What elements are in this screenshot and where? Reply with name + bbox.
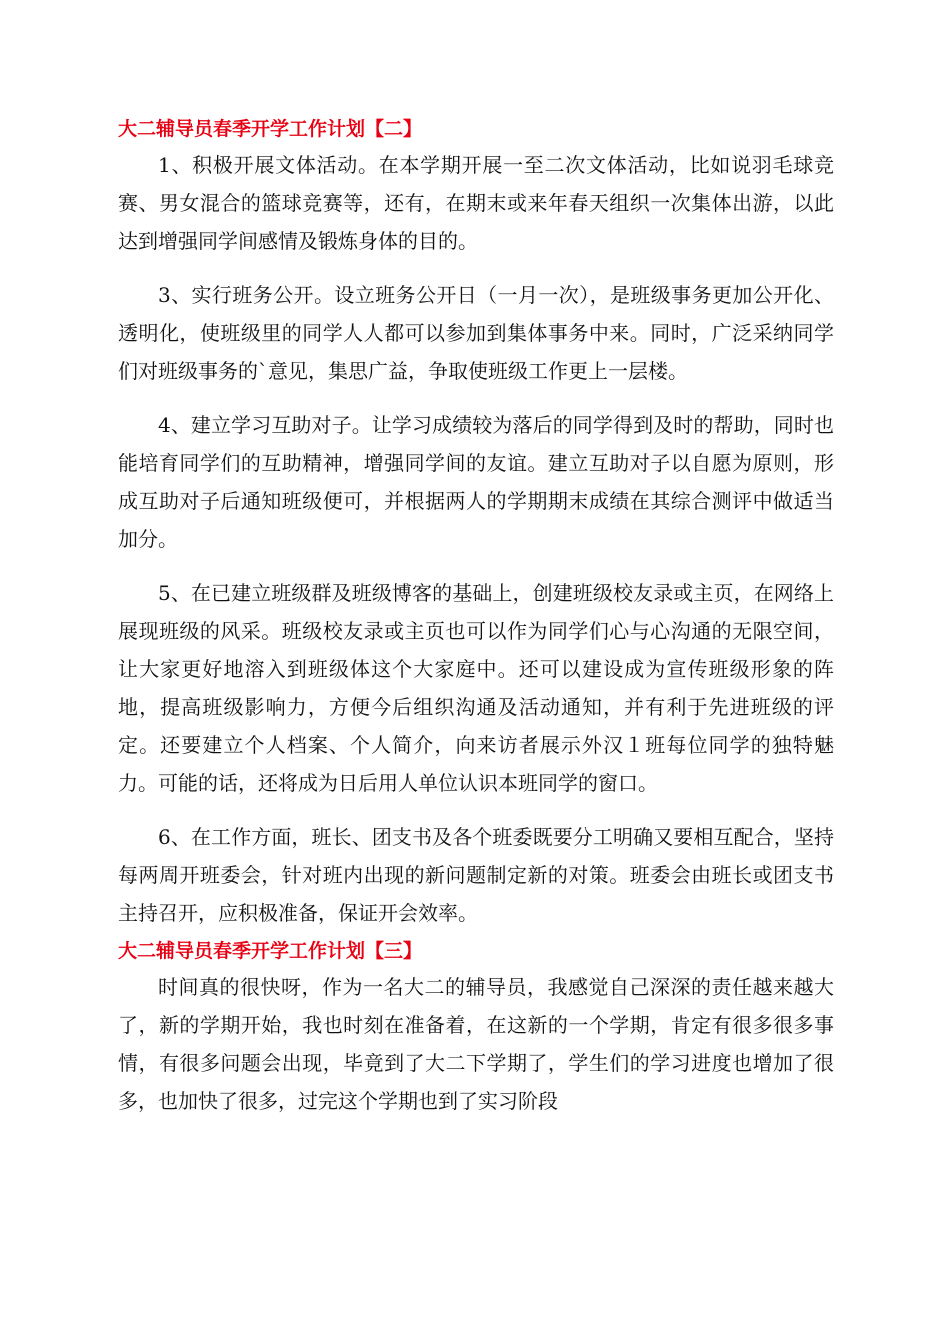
paragraph: 时间真的很快呀，作为一名大二的辅导员，我感觉自己深深的责任越来越大了，新的学期开始，我也时刻在准备着，在这新的一个学期，肯定有很多很多事情，有很多问题会出现，毕竟到了大二下学期了，学生们的学习进度也增加了很多，也加快了很多，过完这个学期也到了实习阶段: [118, 975, 834, 1113]
paragraph: 4、建立学习互助对子。让学习成绩较为落后的同学得到及时的帮助，同时也能培育同学们的互助精神，增强同学间的友谊。建立互助对子以自愿为原则，形成互助对子后通知班级便可，并根据两人的学期期末成绩在其综合测评中做适当加分。: [118, 413, 834, 551]
paragraph: 3、实行班务公开。设立班务公开日（一月一次），是班级事务更加公开化、透明化，使班级里的同学人人都可以参加到集体事务中来。同时，广泛采纳同学们对班级事务的`意见，集思广益，争取使班级工作更上一层楼。: [118, 283, 834, 383]
document-page: [118, 112, 834, 1120]
section-title: 大二辅导员春季开学工作计划【三】: [118, 940, 423, 962]
paragraph: 1、积极开展文体活动。在本学期开展一至二次文体活动，比如说羽毛球竞赛、男女混合的篮球竞赛等，还有，在期末或来年春天组织一次集体出游，以此达到增强同学间感情及锻炼身体的目的。: [118, 153, 834, 253]
paragraph: 6、在工作方面，班长、团支书及各个班委既要分工明确又要相互配合，坚持每两周开班委会，针对班内出现的新问题制定新的对策。班委会由班长或团支书主持召开，应积极准备，保证开会效率。: [118, 825, 834, 925]
section-title: 大二辅导员春季开学工作计划【二】: [118, 118, 423, 140]
paragraph: 5、在已建立班级群及班级博客的基础上，创建班级校友录或主页，在网络上展现班级的风采。班级校友录或主页也可以作为同学们心与心沟通的无限空间，让大家更好地溶入到班级体这个大家庭中。还可以建设成为宣传班级形象的阵地，提高班级影响力，方便今后组织沟通及活动通知，并有利于先进班级的评定。还要建立个人档案、个人简介，向来访者展示外汉１班每位同学的独特魅力。可能的话，还将成为日后用人单位认识本班同学的窗口。: [118, 581, 834, 795]
